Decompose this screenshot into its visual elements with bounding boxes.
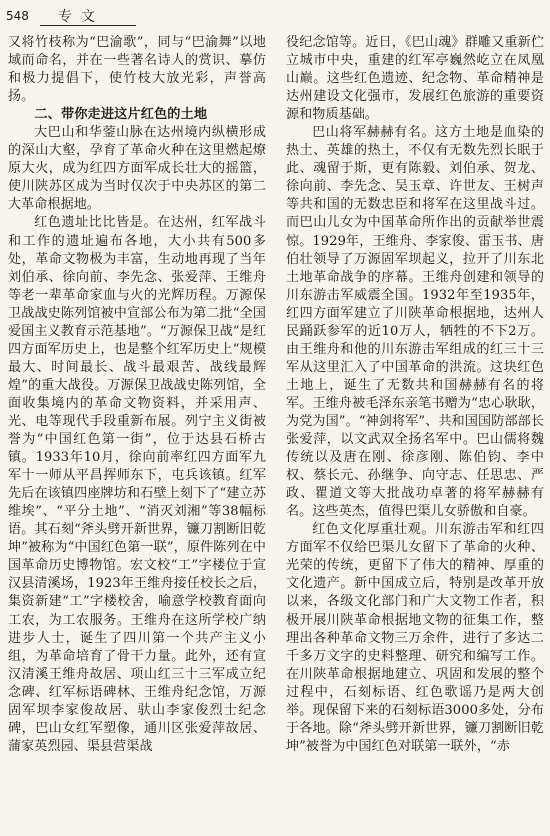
header-rule bbox=[40, 25, 136, 26]
section-title: 专文 bbox=[58, 9, 104, 25]
paragraph: 红色遗址比比皆是。在达州，红军战斗和工作的遗址遍布各地，大小共有500多处，革命文物极为丰富，生动地再现了当年刘伯承、徐向前、李先念、张爱萍、王维舟等老一辈革命家血与火的光辉历程。万源保卫战战史陈列馆被中宣部公布为第二批“全国爱国主义教育示范基地”。“万源保卫战”是红四方面军历史上，也是整个红军历史上“规模最大、时间最长、战斗最艰苦、战线最辉煌”的重大战役。万源保卫战战史陈列馆，全面收集境内的革命文物资料，并采用声、光、电等现代手段重新布展。列宁主义街被誉为“中国红色第一街”，位于达县石桥古镇。1933年10月，徐向前率红四方面军九军十一师从平昌挥师东下，屯兵该镇。红军先后在该镇四座牌坊和石壁上刻下了“建立苏维埃”、“平分土地”、“消灭刘湘”等38幅标语。其石刻“斧头劈开新世界，镰刀割断旧乾坤”被称为“中国红色第一联”，原件陈列在中国革命历史博物馆。宏文校“工”字楼位于宣汉县清溪场，1923年王维舟接任校长之后，集资新建“工”字楼校舍，喻意学校教育面向工农，为工农服务。王维舟在这所学校广纳进步人士，诞生了四川第一个共产主义小组，为革命培育了骨干力量。此外，还有宣汉清溪王维舟故居、项山红三十三军成立纪念碑、红军标语碑林、王维舟纪念馆，万源固军坝李家俊故居、驮山李家俊烈士纪念碑，巴山女红军塑像，通川区张爱萍故居、蒲家英烈园、渠县营渠战 bbox=[8, 215, 266, 754]
paragraph: 役纪念馆等。近日，《巴山魂》群雕又重新伫立城市中央，重建的红军亭巍然屹立在凤凰山巅。这些红色遗迹、纪念物、革命精神是达州建设文化强市，发展红色旅游的重要资源和物质基础。 bbox=[286, 35, 544, 123]
page-header bbox=[6, 6, 544, 28]
paragraph: 巴山将军赫赫有名。这方土地是血染的热土、英雄的热土，不仅有无数先烈长眠于此、魂留于斯，更有陈毅、刘伯承、贺龙、徐向前、李先念、吴玉章、许世友、王树声等共和国的无数忠臣和将军在这里战斗过。而巴山儿女为中国革命所作出的贡献举世震惊。1929年，王维舟、李家俊、雷玉书、唐伯壮领导了万源固军坝起义，拉开了川东北土地革命战争的序幕。王维舟创建和领导的川东游击军威震全国。1932年至1935年，红四方面军建立了川陕革命根据地，达州人民踊跃参军的近10万人，牺牲的不下2万。由王维舟和他的川东游击军组成的红三十三军从这里汇入了中国革命的洪流。这块红色土地上，诞生了无数共和国赫赫有名的将军。王维舟被毛泽东亲笔书赠为“忠心耿耿，为党为国”。“神剑将军”、共和国国防部部长张爱萍，以文武双全扬名军中。巴山儒将魏传统以及唐在刚、徐彦刚、陈伯钧、李中权、蔡长元、孙继争、向守志、任思忠、严政、瞿道文等大批战功卓著的将军赫赫有名。这些英杰，值得巴渠儿女骄傲和自豪。 bbox=[286, 125, 544, 520]
right-column bbox=[286, 34, 544, 756]
paragraph: 大巴山和华蓥山脉在达州境内纵横形成的深山大壑，孕育了革命火种在这里燃起燎原大火，成为红四方面军成长壮大的摇篮，使川陕苏区成为当时仅次于中央苏区的第二大革命根据地。 bbox=[8, 125, 266, 213]
paragraph: 红色文化厚重壮观。川东游击军和红四方面军不仅给巴渠儿女留下了革命的火种、光荣的传统，更留下了伟大的精神、厚重的文化遗产。新中国成立后，特别是改革开放以来，各级文化部门和广大文物工作者，积极开展川陕革命根据地文物的征集工作，整理出各种革命文物三万余件，进行了多达二千多万文字的史料整理、研究和编写工作。在川陕革命根据地建立、巩固和发展的整个过程中，石刻标语、红色歌谣乃是两大创举。现保留下来的石刻标语3000多处，分布于各地。除“斧头劈开新世界，镰刀割断旧乾坤”被誉为中国红色对联第一联外，“赤 bbox=[286, 522, 544, 754]
left-column bbox=[8, 34, 266, 756]
page-number: 548 bbox=[6, 9, 29, 23]
paragraph: 又将竹枝称为“巴渝歌”，同与“巴渝舞”以地域而命名，并在一些著名诗人的赏识、摹仿和极力提倡下，使竹枝大放光彩，声誉高扬。 bbox=[8, 35, 266, 105]
section-heading: 二、带你走进这片红色的土地 bbox=[34, 107, 208, 123]
